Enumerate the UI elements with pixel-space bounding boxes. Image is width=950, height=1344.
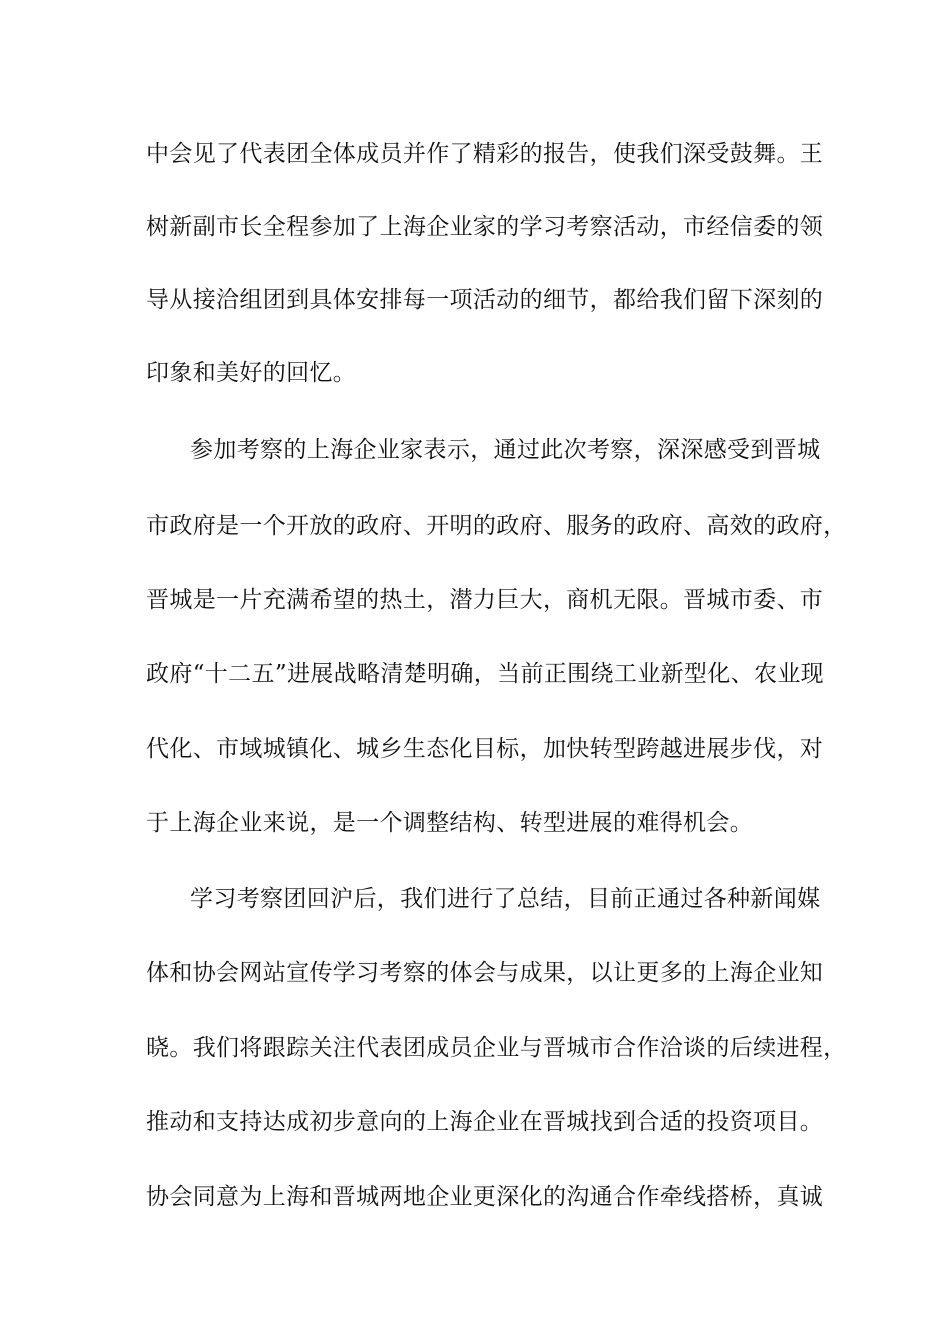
text-line: 树新副市长全程参加了上海企业家的学习考察活动，市经信委的领 xyxy=(146,214,824,240)
paragraph-first-line: 参加考察的上海企业家表示，通过此次考察，深深感受到晋城 xyxy=(190,437,821,463)
text-line: 晓。我们将跟踪关注代表团成员企业与晋城市合作洽谈的后续进程， xyxy=(146,1035,847,1061)
text-line: 市政府是一个开放的政府、开明的政府、服务的政府、高效的政府， xyxy=(146,513,847,539)
text-line: 导从接洽组团到具体安排每一项活动的细节，都给我们留下深刻的 xyxy=(146,287,824,313)
text-line: 体和协会网站宣传学习考察的体会与成果，以让更多的上海企业知 xyxy=(146,960,824,986)
text-line: 于上海企业来说，是一个调整结构、转型进展的难得机会。 xyxy=(146,810,754,836)
text-line: 政府“十二五”进展战略清楚明确，当前正围绕工业新型化、农业现 xyxy=(146,661,825,687)
text-line: 推动和支持达成初步意向的上海企业在晋城找到合适的投资项目。 xyxy=(146,1109,824,1135)
text-line: 印象和美好的回忆。 xyxy=(146,360,357,386)
text-line: 中会见了代表团全体成员并作了精彩的报告，使我们深受鼓舞。王 xyxy=(146,141,824,167)
paragraph-first-line: 学习考察团回沪后，我们进行了总结，目前正通过各种新闻媒 xyxy=(190,886,821,912)
text-line: 代化、市域城镇化、城乡生态化目标，加快转型跨越进展步伐，对 xyxy=(146,736,824,762)
text-line: 晋城是一片充满希望的热土，潜力巨大，商机无限。晋城市委、市 xyxy=(146,587,824,613)
text-line: 协会同意为上海和晋城两地企业更深化的沟通合作牵线搭桥，真诚 xyxy=(146,1184,824,1210)
